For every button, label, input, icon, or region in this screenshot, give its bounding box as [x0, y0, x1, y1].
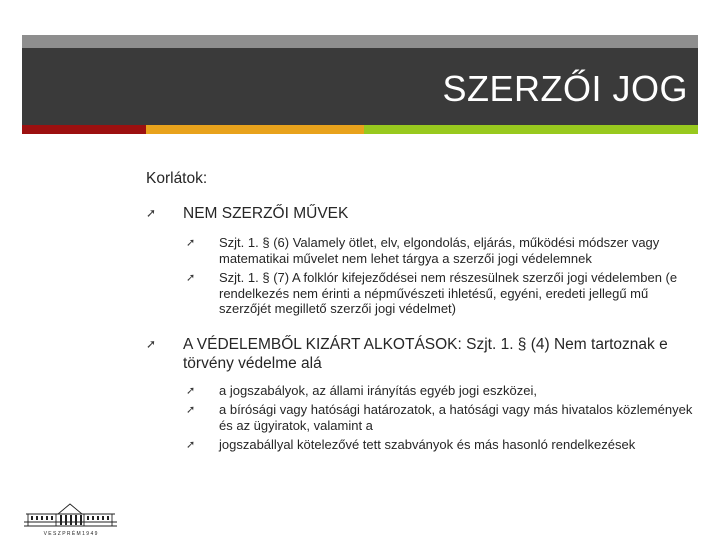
list-item [146, 270, 694, 317]
top-strip [22, 35, 698, 48]
arrow-up-right-icon: ➚ [146, 206, 157, 220]
list-item [146, 383, 694, 399]
list-item-text: a bírósági vagy hatósági határozatok, a hatósági vagy más hivatalos közlemények és az ügyiratok, valamint a [219, 402, 693, 433]
arrow-up-right-icon: ➚ [186, 384, 196, 397]
arrow-up-right-icon: ➚ [186, 272, 196, 284]
list-item-text: a jogszabályok, az állami irányítás egyéb jogi eszközei, [219, 382, 537, 398]
content-heading: Korlátok: [146, 170, 208, 187]
section-label: NEM SZERZŐI MŰVEK [183, 205, 349, 222]
list-item [146, 235, 694, 266]
accent-bar-red [22, 125, 146, 134]
section-label: A VÉDELEMBŐL KIZÁRT ALKOTÁSOK: Szjt. 1. § (4) Nem tartoznak e törvény védelme alá [183, 335, 668, 372]
accent-bar-orange [146, 125, 364, 134]
university-logo [22, 500, 119, 538]
list-item [146, 402, 694, 433]
section-nem-szerzoi-muvek [146, 204, 694, 223]
list-item-text: Szjt. 1. § (6) Valamely ötlet, elv, elgondolás, eljárás, működési módszer vagy matematikai művelet nem lehet tárgya a szerzői jogi védelemnek [219, 235, 660, 266]
list-item [146, 437, 694, 453]
slide-content [146, 170, 694, 453]
slide-title: SZERZŐI JOG [442, 68, 688, 109]
list-item-text: jogszabállyal kötelezővé tett szabványok és más hasonló rendelkezések [219, 437, 636, 452]
list-item-text: Szjt. 1. § (7) A folklór kifejeződései nem részesülnek szerzői jogi védelemben (e rendelkezés nem érinti a népművészeti ihletésű, egyéni, eredeti jellegű mű szerzőjét megillető szerzői jogi védelmet) [219, 270, 678, 316]
arrow-up-right-icon: ➚ [146, 336, 157, 351]
arrow-up-right-icon: ➚ [186, 439, 196, 451]
section-vedelembol-kizart [146, 335, 694, 373]
accent-bar-green [364, 125, 698, 134]
arrow-up-right-icon: ➚ [186, 237, 196, 249]
arrow-up-right-icon: ➚ [186, 404, 196, 416]
title-bar [22, 48, 698, 125]
logo-caption: V E S Z P R É M 1 9 4 9 [43, 531, 98, 537]
